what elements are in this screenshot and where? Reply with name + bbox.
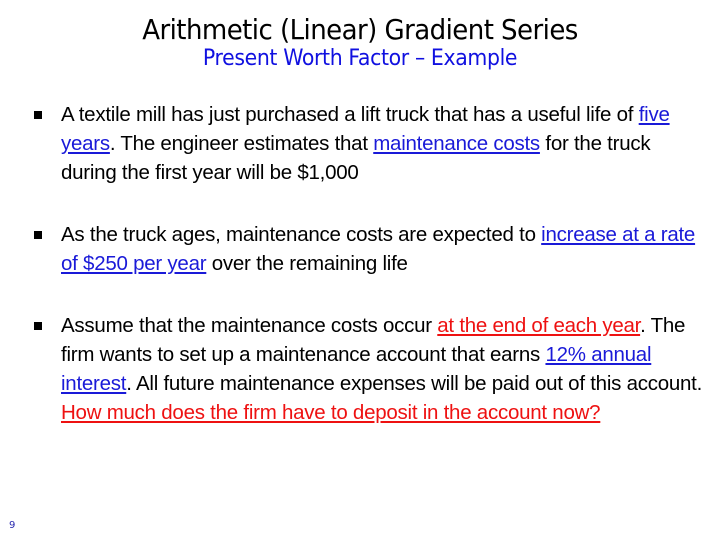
text-segment: for the truck during the first year will be $1,000	[61, 132, 651, 184]
square-bullet-icon	[34, 111, 42, 119]
highlight-interest-rate: 12% annual interest	[61, 343, 652, 395]
slide-title: Arithmetic (Linear) Gradient Series	[142, 13, 578, 46]
bullet-item-question	[34, 311, 704, 427]
slide-number: 9	[9, 520, 16, 531]
square-bullet-icon	[34, 231, 42, 239]
bullet-list	[34, 100, 704, 427]
text-segment: A textile mill has just purchased a lift truck that has a useful life of	[61, 103, 639, 126]
text-segment: Assume that the maintenance costs occur	[61, 314, 438, 337]
highlight-gradient-rate: increase at a rate of $250 per year	[61, 223, 696, 275]
highlight-question: How much does the firm have to deposit in the account now?	[61, 401, 601, 424]
title-block	[0, 14, 720, 72]
slide-subtitle: Present Worth Factor – Example	[202, 46, 518, 71]
text-segment: As the truck ages, maintenance costs are expected to	[61, 223, 542, 246]
text-segment: . The engineer estimates that	[109, 132, 374, 155]
text-segment: over the remaining life	[206, 252, 408, 275]
highlight-end-of-year: at the end of each year	[437, 314, 641, 337]
highlight-five-years: five years	[61, 103, 670, 155]
text-segment: . The firm wants to set up a maintenance account that earns	[61, 314, 686, 366]
square-bullet-icon	[34, 322, 42, 330]
text-segment: . All future maintenance expenses will be paid out of this account.	[126, 372, 703, 395]
bullet-item-gradient	[34, 220, 704, 278]
bullet-item-purchase	[34, 100, 704, 187]
highlight-maintenance-costs: maintenance costs	[373, 132, 540, 155]
